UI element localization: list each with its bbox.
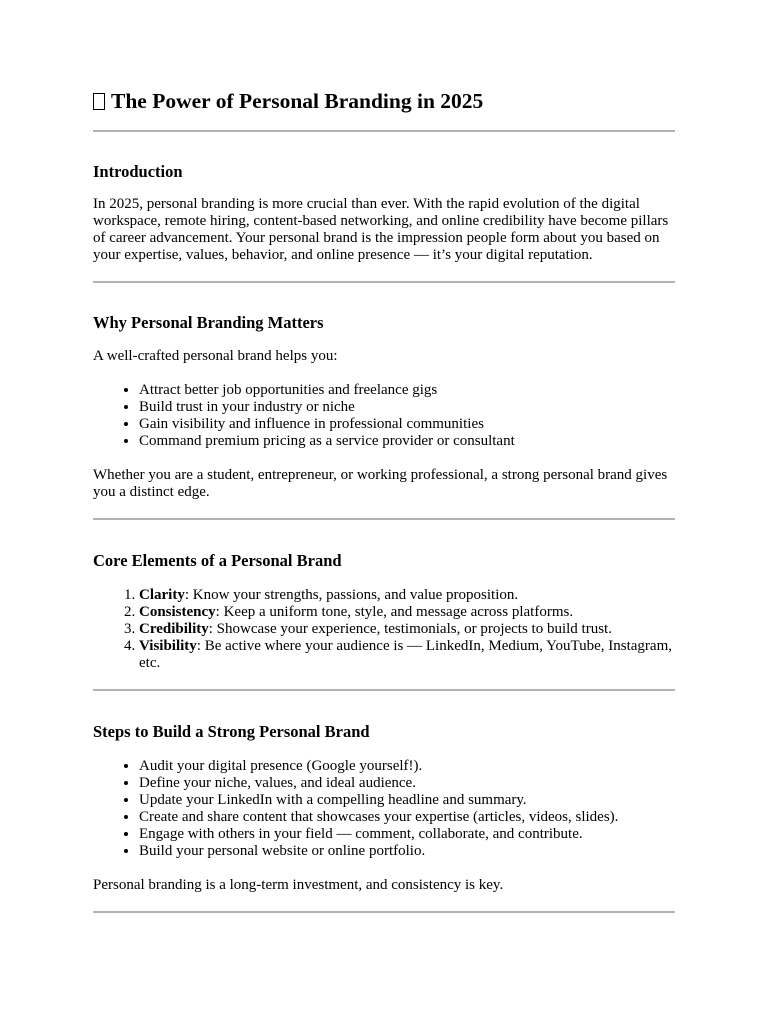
description: : Be active where your audience is — LinkedIn, Medium, YouTube, Instagram, etc. [139,638,672,671]
divider [93,911,675,913]
page-title-text: The Power of Personal Branding in 2025 [111,89,484,113]
why-list [93,382,675,450]
divider [93,130,675,132]
list-item [139,587,675,604]
list-item: • Gain visibility and influence in professional communities [139,416,675,433]
description: : Showcase your experience, testimonials, or projects to build trust. [208,621,612,637]
list-item: • Attract better job opportunities and freelance gigs [139,382,675,399]
list-item [139,621,675,638]
intro-paragraph: In 2025, personal branding is more crucial than ever. With the rapid evolution of the digital workspace, remote hiring, content-based networking, and online credibility have become pillars of career advancement. Your personal brand is the impression people form about you based on your expertise, values, behavior, and online presence — it’s your digital reputation. [93,196,669,263]
divider [93,518,675,520]
list-item: • Define your niche, values, and ideal audience. [139,775,675,792]
why-lead: A well-crafted personal brand helps you: [93,348,338,364]
section-heading-core: Core Elements of a Personal Brand [93,551,342,570]
term: Credibility [139,621,209,637]
term: Clarity [139,587,185,603]
list-item [139,638,675,672]
section-heading-introduction: Introduction [93,162,183,181]
list-item: • Build trust in your industry or niche [139,399,675,416]
list-item: • Command premium pricing as a service provider or consultant [139,433,675,450]
term: Visibility [139,638,197,654]
divider [93,281,675,283]
list-item [139,604,675,621]
list-item: • Create and share content that showcases your expertise (articles, videos, slides). [139,809,675,826]
description: : Keep a uniform tone, style, and message across platforms. [215,604,574,620]
list-item: • Build your personal website or online portfolio. [139,843,675,860]
document [93,0,675,913]
description: : Know your strengths, passions, and value proposition. [184,587,519,603]
steps-list [93,758,675,860]
divider [93,689,675,691]
section-heading-why: Why Personal Branding Matters [93,313,324,332]
list-item: • Update your LinkedIn with a compelling headline and summary. [139,792,675,809]
missing-glyph-icon [93,93,105,110]
why-closing: Whether you are a student, entrepreneur, or working professional, a strong personal brand gives you a distinct edge. [93,467,668,500]
section-heading-steps: Steps to Build a Strong Personal Brand [93,722,370,741]
steps-closing: Personal branding is a long-term investment, and consistency is key. [93,877,504,893]
term: Consistency [139,604,216,620]
page-title [93,88,675,114]
list-item: • Engage with others in your field — comment, collaborate, and contribute. [139,826,675,843]
list-item: • Audit your digital presence (Google yourself!). [139,758,675,775]
core-list [93,587,675,672]
